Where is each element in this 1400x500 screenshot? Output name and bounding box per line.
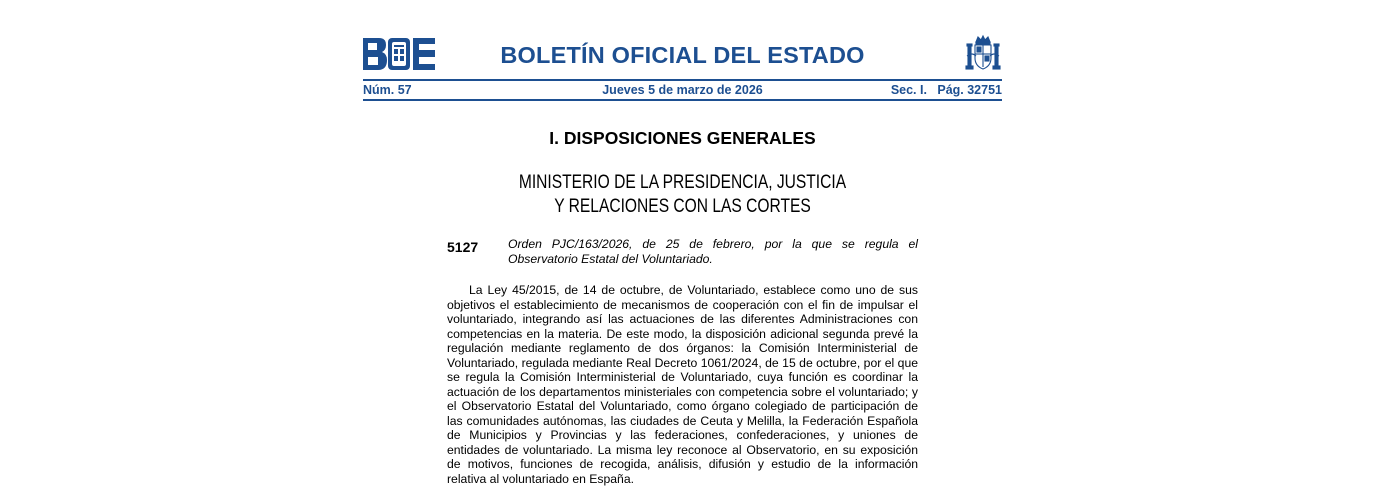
body-paragraph: La Ley 45/2015, de 14 de octubre, de Voluntariado, establece como uno de sus objetivos el establecimiento de mecanismos de cooperación con el fin de impulsar el voluntariado, integrando así las actuaciones de las diferentes Administraciones con competencias en la materia. De este modo, la disposición adicional segunda prevé la regulación mediante reglamento de dos órganos: la Comisión Interministerial de Voluntariado, regulada mediante Real Decreto 1061/2024, de 15 de octubre, por el que se regula la Comisión Interministerial de Voluntariado, cuya función es coordinar la actuación de los departamentos ministeriales con competencia sobre el voluntariado; y el Observatorio Estatal del Voluntariado, como órgano colegiado de participación de las comunidades autónomas, las ciudades de Ceuta y Melilla, la Federación Española de Municipios y Provincias y las federaciones, confederaciones, y uniones de entidades de voluntariado. La misma ley reconoce al Observatorio, en su exposición de motivos, funciones de recogida, análisis, difusión y estudio de la información relativa al voluntariado en España.	[447, 283, 918, 486]
spain-coat-of-arms-icon	[964, 34, 1002, 72]
ministry-heading	[421, 171, 945, 219]
disposition-number: 5127	[447, 239, 479, 255]
ministry-line-1: MINISTERIO DE LA PRESIDENCIA, JUSTICIA	[518, 172, 847, 193]
section-heading: I. DISPOSICIONES GENERALES	[549, 128, 816, 148]
issue-date: Jueves 5 de marzo de 2026	[602, 83, 763, 97]
section-page: Sec. I. Pág. 32751	[890, 83, 1002, 97]
body-text	[447, 283, 918, 486]
ministry-line-2: Y RELACIONES CON LAS CORTES	[554, 196, 811, 217]
header-rule-top	[363, 79, 1002, 81]
disposition-title: Orden PJC/163/2026, de 25 de febrero, por la que se regula el Observatorio Estatal del Voluntariado.	[508, 237, 918, 266]
issue-info-bar	[363, 82, 1002, 98]
masthead-title: BOLETÍN OFICIAL DEL ESTADO	[500, 42, 865, 68]
boe-page	[363, 0, 1002, 500]
masthead	[363, 36, 1002, 74]
issue-number: Núm. 57	[363, 83, 412, 97]
header-rule-bottom	[363, 99, 1002, 101]
